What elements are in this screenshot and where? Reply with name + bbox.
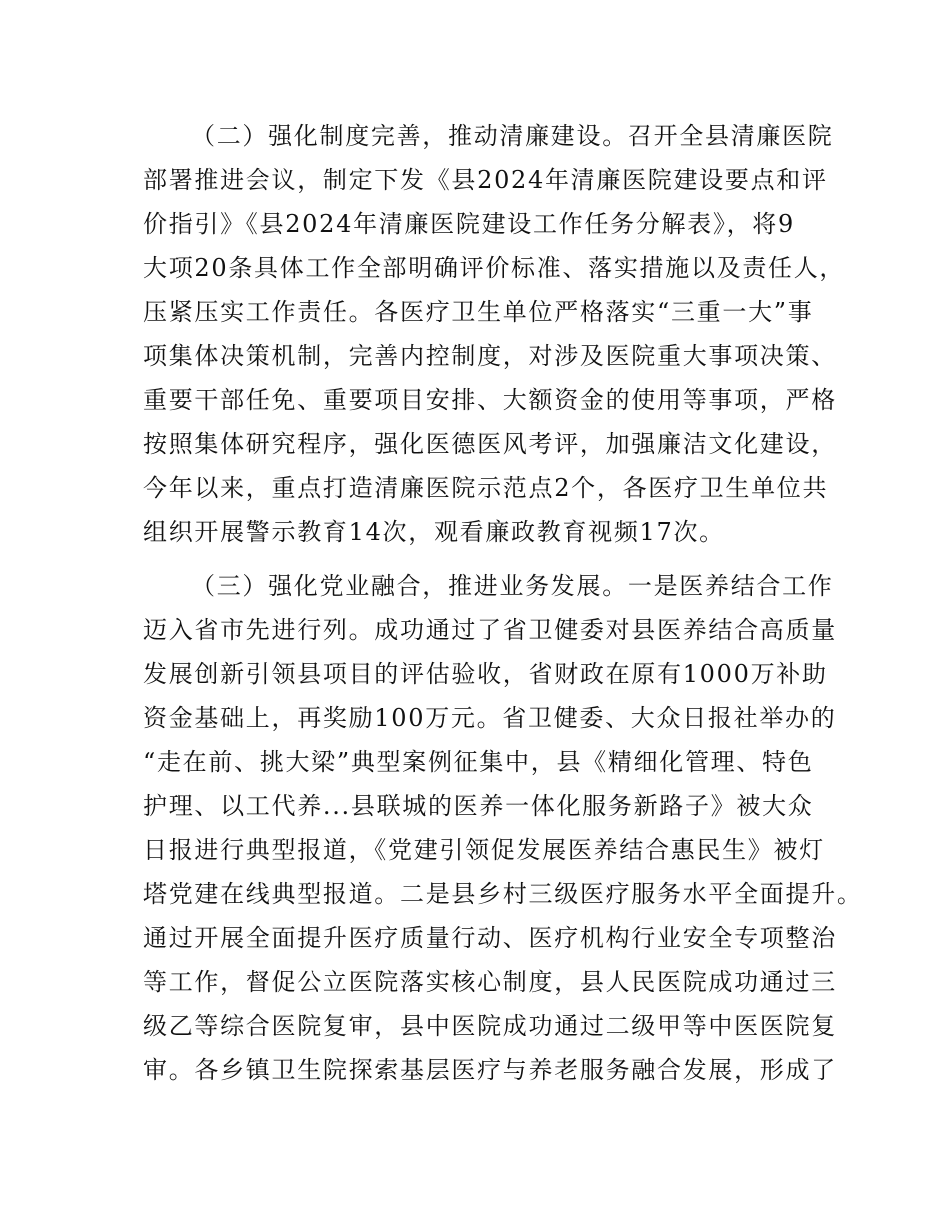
paragraph-party-business-integration — [143, 564, 863, 1092]
paragraph-line: （二）强化制度完善，推动清廉建设。召开全县清廉医院 — [191, 122, 834, 150]
paragraph-line: 资金基础上，再奖励100万元。省卫健委、大众日报社举办的 — [143, 704, 837, 732]
paragraph-line: 审。各乡镇卫生院探索基层医疗与养老服务融合发展，形成了 — [143, 1056, 837, 1084]
paragraph-line: 等工作，督促公立医院落实核心制度，县人民医院成功通过三 — [143, 968, 837, 996]
paragraph-line: 迈入省市先进行列。成功通过了省卫健委对县医养结合高质量 — [143, 616, 837, 644]
document-body — [143, 114, 863, 1092]
paragraph-line: 级乙等综合医院复审，县中医院成功通过二级甲等中医医院复 — [143, 1012, 837, 1040]
paragraph-line: 护理、以工代养...县联城的医养一体化服务新路子》被大众 — [143, 792, 814, 820]
paragraph-line: 组织开展警示教育14次，观看廉政教育视频17次。 — [143, 518, 725, 546]
paragraph-institution-building — [143, 114, 846, 554]
paragraph-line: 重要干部任免、重要项目安排、大额资金的使用等事项，严格 — [143, 386, 837, 414]
paragraph-line: 通过开展全面提升医疗质量行动、医疗机构行业安全专项整治 — [143, 924, 837, 952]
paragraph-line: 发展创新引领县项目的评估验收，省财政在原有1000万补助 — [143, 660, 828, 688]
paragraph-line: 今年以来，重点打造清廉医院示范点2个，各医疗卫生单位共 — [143, 474, 829, 502]
paragraph-line: “走在前、挑大梁”典型案例征集中，县《精细化管理、特色 — [143, 748, 814, 776]
paragraph-spacer — [143, 554, 833, 564]
paragraph-line: 塔党建在线典型报道。二是县乡村三级医疗服务水平全面提升。 — [143, 880, 863, 908]
paragraph-line: 日报进行典型报道，《党建引领促发展医养结合惠民生》被灯 — [143, 836, 825, 864]
paragraph-line: 压紧压实工作责任。各医疗卫生单位严格落实“三重一大”事 — [143, 298, 814, 326]
paragraph-line: 价指引》《县2024年清廉医院建设工作任务分解表》，将9 — [143, 210, 795, 238]
paragraph-line: 部署推进会议，制定下发《县2024年清廉医院建设要点和评 — [143, 166, 828, 194]
paragraph-line: 项集体决策机制，完善内控制度，对涉及医院重大事项决策、 — [143, 342, 837, 370]
paragraph-line: （三）强化党业融合，推进业务发展。一是医养结合工作 — [191, 572, 834, 600]
paragraph-line: 按照集体研究程序，强化医德医风考评，加强廉洁文化建设， — [143, 430, 837, 458]
paragraph-line: 大项20条具体工作全部明确评价标准、落实措施以及责任人， — [143, 254, 846, 282]
